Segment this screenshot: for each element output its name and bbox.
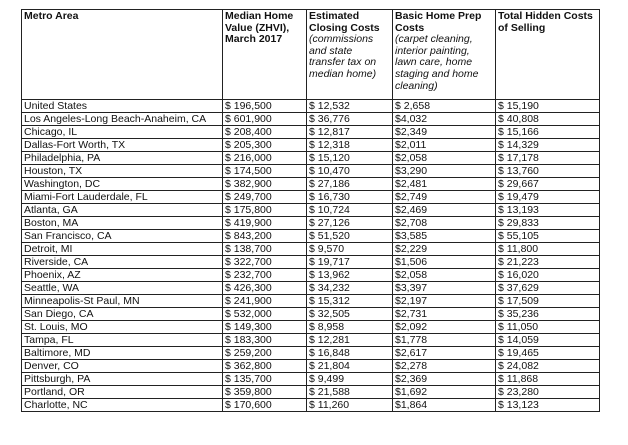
table-row — [22, 308, 600, 321]
hidden-costs-table — [21, 9, 600, 412]
median-home-value-cell: $ 419,900 — [223, 217, 307, 230]
metro-area-cell: Denver, CO — [22, 360, 223, 373]
table-row — [22, 139, 600, 152]
total-hidden-costs-cell: $ 13,193 — [496, 204, 600, 217]
closing-costs-cell: $ 21,588 — [307, 386, 393, 399]
metro-area-cell: Minneapolis-St Paul, MN — [22, 295, 223, 308]
metro-area-cell: Baltimore, MD — [22, 347, 223, 360]
home-prep-costs-cell: $3,290 — [393, 165, 496, 178]
metro-area-cell: San Francisco, CA — [22, 230, 223, 243]
metro-area-cell: San Diego, CA — [22, 308, 223, 321]
metro-area-cell: Dallas-Fort Worth, TX — [22, 139, 223, 152]
table-row — [22, 321, 600, 334]
total-hidden-costs-cell: $ 35,236 — [496, 308, 600, 321]
median-home-value-cell: $ 843,200 — [223, 230, 307, 243]
table-row — [22, 165, 600, 178]
metro-area-cell: Tampa, FL — [22, 334, 223, 347]
table-row — [22, 191, 600, 204]
table-container — [21, 9, 600, 412]
header-total-hidden-costs — [496, 10, 600, 100]
closing-costs-cell: $ 32,505 — [307, 308, 393, 321]
closing-costs-cell: $ 12,318 — [307, 139, 393, 152]
closing-costs-cell: $ 11,260 — [307, 399, 393, 412]
total-hidden-costs-cell: $ 17,509 — [496, 295, 600, 308]
metro-area-cell: St. Louis, MO — [22, 321, 223, 334]
median-home-value-cell: $ 601,900 — [223, 113, 307, 126]
total-hidden-costs-cell: $ 16,020 — [496, 269, 600, 282]
header-home-prep-costs — [393, 10, 496, 100]
closing-costs-cell: $ 15,312 — [307, 295, 393, 308]
median-home-value-cell: $ 149,300 — [223, 321, 307, 334]
closing-costs-cell: $ 16,730 — [307, 191, 393, 204]
home-prep-costs-cell: $1,506 — [393, 256, 496, 269]
metro-area-cell: Los Angeles-Long Beach-Anaheim, CA — [22, 113, 223, 126]
table-row — [22, 282, 600, 295]
closing-costs-cell: $ 19,717 — [307, 256, 393, 269]
table-row — [22, 230, 600, 243]
home-prep-costs-cell: $2,229 — [393, 243, 496, 256]
median-home-value-cell: $ 208,400 — [223, 126, 307, 139]
header-title: Metro Area — [24, 10, 79, 22]
closing-costs-cell: $ 10,470 — [307, 165, 393, 178]
median-home-value-cell: $ 135,700 — [223, 373, 307, 386]
table-row — [22, 347, 600, 360]
metro-area-cell: Washington, DC — [22, 178, 223, 191]
total-hidden-costs-cell: $ 11,800 — [496, 243, 600, 256]
table-row — [22, 217, 600, 230]
median-home-value-cell: $ 359,800 — [223, 386, 307, 399]
metro-area-cell: Phoenix, AZ — [22, 269, 223, 282]
median-home-value-cell: $ 532,000 — [223, 308, 307, 321]
median-home-value-cell: $ 183,300 — [223, 334, 307, 347]
home-prep-costs-cell: $3,397 — [393, 282, 496, 295]
header-note: (carpet cleaning, interior painting, lawn care, home staging and home cleaning) — [395, 33, 479, 92]
header-title: Total Hidden Costs of Selling — [498, 10, 593, 34]
home-prep-costs-cell: $2,481 — [393, 178, 496, 191]
home-prep-costs-cell: $2,278 — [393, 360, 496, 373]
home-prep-costs-cell: $2,469 — [393, 204, 496, 217]
home-prep-costs-cell: $2,369 — [393, 373, 496, 386]
total-hidden-costs-cell: $ 11,050 — [496, 321, 600, 334]
table-row — [22, 386, 600, 399]
metro-area-cell: Pittsburgh, PA — [22, 373, 223, 386]
closing-costs-cell: $ 27,126 — [307, 217, 393, 230]
closing-costs-cell: $ 15,120 — [307, 152, 393, 165]
total-hidden-costs-cell: $ 23,280 — [496, 386, 600, 399]
metro-area-cell: Boston, MA — [22, 217, 223, 230]
home-prep-costs-cell: $1,778 — [393, 334, 496, 347]
table-row — [22, 256, 600, 269]
header-closing-costs — [307, 10, 393, 100]
home-prep-costs-cell: $4,032 — [393, 113, 496, 126]
header-metro-area — [22, 10, 223, 100]
median-home-value-cell: $ 382,900 — [223, 178, 307, 191]
header-title: Basic Home Prep Costs — [395, 10, 482, 34]
total-hidden-costs-cell: $ 29,833 — [496, 217, 600, 230]
closing-costs-cell: $ 27,186 — [307, 178, 393, 191]
median-home-value-cell: $ 241,900 — [223, 295, 307, 308]
median-home-value-cell: $ 259,200 — [223, 347, 307, 360]
closing-costs-cell: $ 36,776 — [307, 113, 393, 126]
total-hidden-costs-cell: $ 37,629 — [496, 282, 600, 295]
total-hidden-costs-cell: $ 11,868 — [496, 373, 600, 386]
home-prep-costs-cell: $ 2,658 — [393, 100, 496, 113]
closing-costs-cell: $ 9,570 — [307, 243, 393, 256]
closing-costs-cell: $ 34,232 — [307, 282, 393, 295]
closing-costs-cell: $ 51,520 — [307, 230, 393, 243]
table-row — [22, 113, 600, 126]
closing-costs-cell: $ 12,817 — [307, 126, 393, 139]
total-hidden-costs-cell: $ 13,123 — [496, 399, 600, 412]
header-median-home-value — [223, 10, 307, 100]
home-prep-costs-cell: $2,092 — [393, 321, 496, 334]
header-title: Estimated Closing Costs — [309, 10, 380, 34]
metro-area-cell: Riverside, CA — [22, 256, 223, 269]
median-home-value-cell: $ 362,800 — [223, 360, 307, 373]
home-prep-costs-cell: $1,864 — [393, 399, 496, 412]
total-hidden-costs-cell: $ 55,105 — [496, 230, 600, 243]
home-prep-costs-cell: $2,058 — [393, 269, 496, 282]
median-home-value-cell: $ 174,500 — [223, 165, 307, 178]
total-hidden-costs-cell: $ 13,760 — [496, 165, 600, 178]
home-prep-costs-cell: $2,749 — [393, 191, 496, 204]
total-hidden-costs-cell: $ 19,465 — [496, 347, 600, 360]
home-prep-costs-cell: $2,197 — [393, 295, 496, 308]
median-home-value-cell: $ 205,300 — [223, 139, 307, 152]
total-hidden-costs-cell: $ 21,223 — [496, 256, 600, 269]
home-prep-costs-cell: $1,692 — [393, 386, 496, 399]
table-row — [22, 295, 600, 308]
median-home-value-cell: $ 426,300 — [223, 282, 307, 295]
home-prep-costs-cell: $2,731 — [393, 308, 496, 321]
home-prep-costs-cell: $3,585 — [393, 230, 496, 243]
metro-area-cell: Houston, TX — [22, 165, 223, 178]
median-home-value-cell: $ 175,800 — [223, 204, 307, 217]
table-body — [22, 100, 600, 412]
closing-costs-cell: $ 12,532 — [307, 100, 393, 113]
closing-costs-cell: $ 8,958 — [307, 321, 393, 334]
table-row — [22, 178, 600, 191]
closing-costs-cell: $ 10,724 — [307, 204, 393, 217]
total-hidden-costs-cell: $ 14,059 — [496, 334, 600, 347]
median-home-value-cell: $ 138,700 — [223, 243, 307, 256]
home-prep-costs-cell: $2,708 — [393, 217, 496, 230]
metro-area-cell: Chicago, IL — [22, 126, 223, 139]
table-row — [22, 373, 600, 386]
metro-area-cell: Seattle, WA — [22, 282, 223, 295]
table-row — [22, 100, 600, 113]
metro-area-cell: Miami-Fort Lauderdale, FL — [22, 191, 223, 204]
median-home-value-cell: $ 322,700 — [223, 256, 307, 269]
total-hidden-costs-cell: $ 15,166 — [496, 126, 600, 139]
total-hidden-costs-cell: $ 29,667 — [496, 178, 600, 191]
total-hidden-costs-cell: $ 15,190 — [496, 100, 600, 113]
home-prep-costs-cell: $2,011 — [393, 139, 496, 152]
table-row — [22, 269, 600, 282]
header-note: (commissions and state transfer tax on median home) — [309, 33, 377, 80]
table-row — [22, 152, 600, 165]
metro-area-cell: Detroit, MI — [22, 243, 223, 256]
closing-costs-cell: $ 21,804 — [307, 360, 393, 373]
table-row — [22, 334, 600, 347]
closing-costs-cell: $ 9,499 — [307, 373, 393, 386]
table-row — [22, 360, 600, 373]
header-row — [22, 10, 600, 100]
median-home-value-cell: $ 170,600 — [223, 399, 307, 412]
total-hidden-costs-cell: $ 40,808 — [496, 113, 600, 126]
header-title: Median Home Value (ZHVI), March 2017 — [225, 10, 294, 46]
table-row — [22, 126, 600, 139]
median-home-value-cell: $ 232,700 — [223, 269, 307, 282]
home-prep-costs-cell: $2,058 — [393, 152, 496, 165]
metro-area-cell: Charlotte, NC — [22, 399, 223, 412]
total-hidden-costs-cell: $ 14,329 — [496, 139, 600, 152]
metro-area-cell: United States — [22, 100, 223, 113]
median-home-value-cell: $ 216,000 — [223, 152, 307, 165]
total-hidden-costs-cell: $ 19,479 — [496, 191, 600, 204]
table-row — [22, 204, 600, 217]
table-row — [22, 243, 600, 256]
metro-area-cell: Philadelphia, PA — [22, 152, 223, 165]
home-prep-costs-cell: $2,349 — [393, 126, 496, 139]
metro-area-cell: Portland, OR — [22, 386, 223, 399]
median-home-value-cell: $ 196,500 — [223, 100, 307, 113]
table-row — [22, 399, 600, 412]
closing-costs-cell: $ 16,848 — [307, 347, 393, 360]
closing-costs-cell: $ 13,962 — [307, 269, 393, 282]
metro-area-cell: Atlanta, GA — [22, 204, 223, 217]
total-hidden-costs-cell: $ 24,082 — [496, 360, 600, 373]
total-hidden-costs-cell: $ 17,178 — [496, 152, 600, 165]
closing-costs-cell: $ 12,281 — [307, 334, 393, 347]
home-prep-costs-cell: $2,617 — [393, 347, 496, 360]
median-home-value-cell: $ 249,700 — [223, 191, 307, 204]
